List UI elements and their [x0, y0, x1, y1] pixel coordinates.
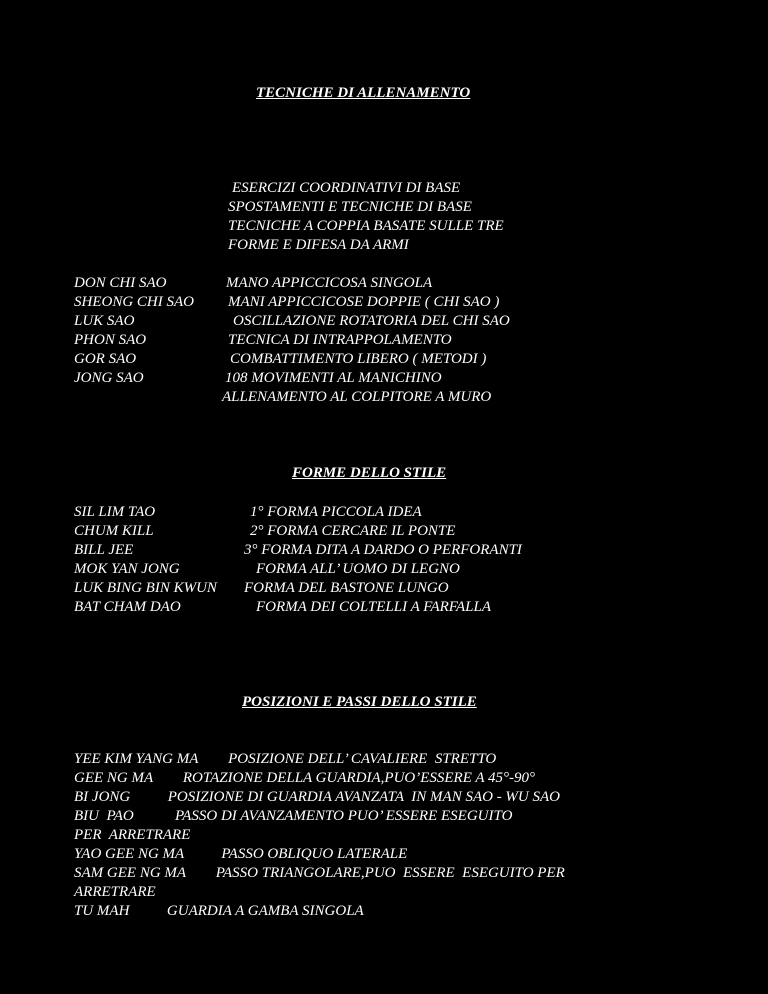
position-line: PER ARRETRARE [74, 827, 191, 843]
term: CHUM KILL [74, 523, 154, 539]
term: BILL JEE [74, 542, 134, 558]
term: BAT CHAM DAO [74, 599, 181, 615]
description: FORMA ALL’ UOMO DI LEGNO [256, 561, 460, 577]
position-line: SAM GEE NG MA PASSO TRIANGOLARE,PUO ESSERE ESEGUITO PER [74, 865, 565, 881]
term: SHEONG CHI SAO [74, 294, 194, 310]
description: TECNICA DI INTRAPPOLAMENTO [228, 332, 452, 348]
position-line: BIU PAO PASSO DI AVANZAMENTO PUO’ ESSERE ESEGUITO [74, 808, 513, 824]
term: JONG SAO [74, 370, 144, 386]
position-line: YAO GEE NG MA PASSO OBLIQUO LATERALE [74, 846, 408, 862]
term: PHON SAO [74, 332, 147, 348]
description: 2° FORMA CERCARE IL PONTE [250, 523, 456, 539]
intro-line: SPOSTAMENTI E TECNICHE DI BASE [228, 199, 472, 215]
intro-line: TECNICHE A COPPIA BASATE SULLE TRE [228, 218, 504, 234]
position-line: BI JONG POSIZIONE DI GUARDIA AVANZATA IN MAN SAO - WU SAO [74, 789, 561, 805]
term: GOR SAO [74, 351, 137, 367]
intro-line: FORME E DIFESA DA ARMI [228, 237, 409, 253]
description: FORMA DEL BASTONE LUNGO [244, 580, 449, 596]
description: FORMA DEI COLTELLI A FARFALLA [256, 599, 492, 615]
intro-line: ESERCIZI COORDINATIVI DI BASE [232, 180, 461, 196]
position-line: TU MAH GUARDIA A GAMBA SINGOLA [74, 903, 364, 919]
position-line: YEE KIM YANG MA POSIZIONE DELL’ CAVALIERE STRETTO [74, 751, 497, 767]
term: LUK SAO [74, 313, 135, 329]
position-line: GEE NG MA ROTAZIONE DELLA GUARDIA,PUO’ESSERE A 45°-90° [74, 770, 535, 786]
description: 3° FORMA DITA A DARDO O PERFORANTI [244, 542, 522, 558]
description: OSCILLAZIONE ROTATORIA DEL CHI SAO [233, 313, 510, 329]
term: MOK YAN JONG [74, 561, 180, 577]
position-line: ARRETRARE [74, 884, 156, 900]
description: 1° FORMA PICCOLA IDEA [250, 504, 422, 520]
description: MANI APPICCICOSE DOPPIE ( CHI SAO ) [228, 294, 500, 310]
term: DON CHI SAO [74, 275, 167, 291]
section-heading-allenamento: TECNICHE DI ALLENAMENTO [256, 85, 471, 101]
section-heading-posizioni: POSIZIONI E PASSI DELLO STILE [242, 694, 477, 710]
description: ALLENAMENTO AL COLPITORE A MURO [222, 389, 492, 405]
term: SIL LIM TAO [74, 504, 156, 520]
description: COMBATTIMENTO LIBERO ( METODI ) [230, 351, 487, 367]
description: MANO APPICCICOSA SINGOLA [226, 275, 433, 291]
description: 108 MOVIMENTI AL MANICHINO [225, 370, 442, 386]
section-heading-forme: FORME DELLO STILE [292, 465, 447, 481]
term: LUK BING BIN KWUN [74, 580, 217, 596]
